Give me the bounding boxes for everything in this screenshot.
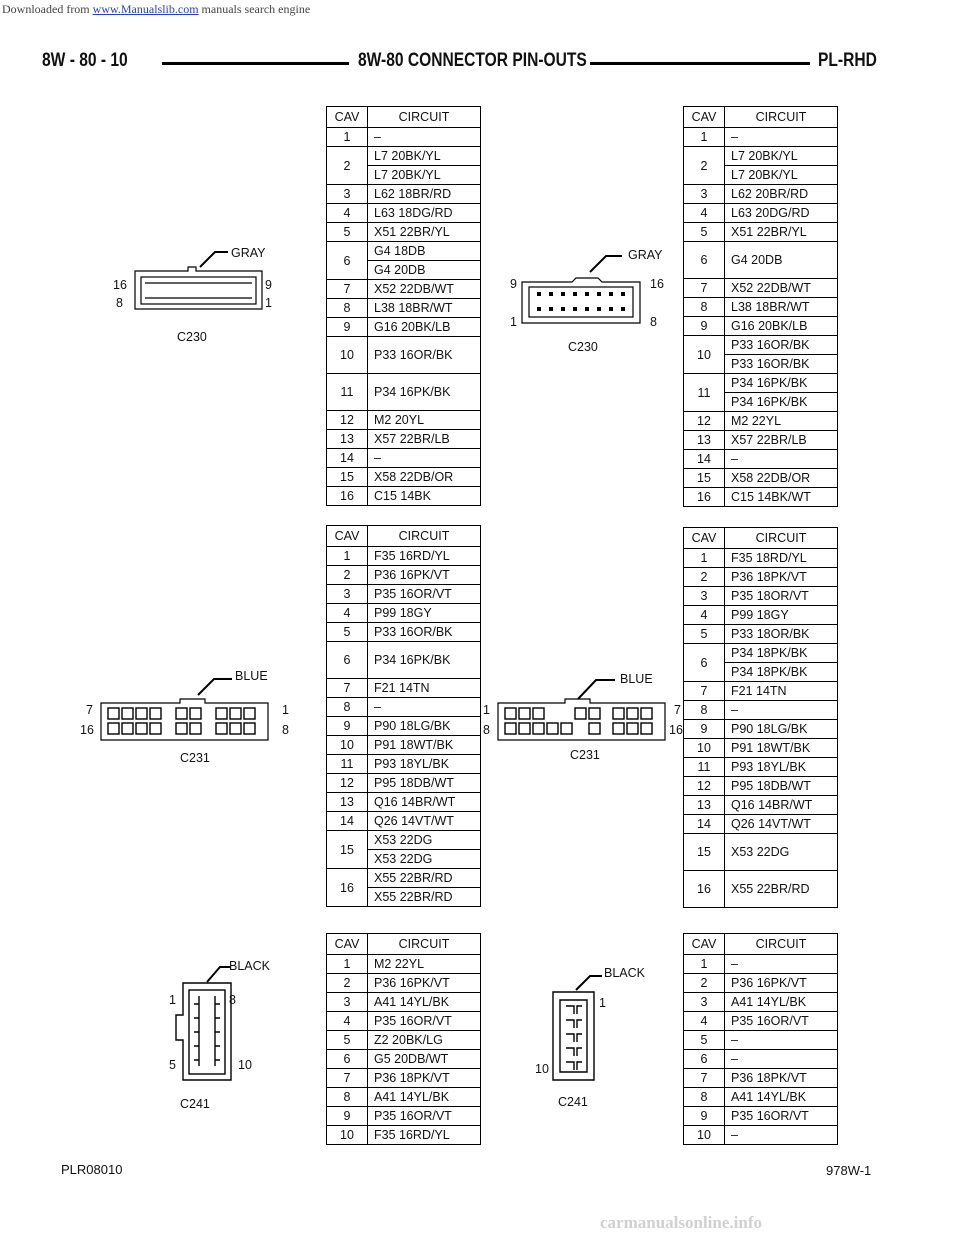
cav-number: 14 bbox=[327, 812, 368, 831]
circuit-code: X55 22BR/RD bbox=[368, 869, 481, 888]
circuit-code: X55 22BR/RD bbox=[368, 888, 481, 907]
circuit-code: P34 16PK/BK bbox=[725, 374, 838, 393]
circuit-header: CIRCUIT bbox=[725, 107, 838, 128]
circuit-code: – bbox=[725, 1050, 838, 1069]
cav-number: 13 bbox=[684, 796, 725, 815]
watermark: carmanualsonline.info bbox=[600, 1213, 762, 1232]
cav-number: 13 bbox=[327, 430, 368, 449]
circuit-code: X57 22BR/LB bbox=[368, 430, 481, 449]
cav-number: 5 bbox=[327, 1031, 368, 1050]
cav-number: 3 bbox=[327, 993, 368, 1012]
circuit-code: – bbox=[725, 955, 838, 974]
cav-number: 9 bbox=[327, 1107, 368, 1126]
circuit-code: L38 18BR/WT bbox=[725, 298, 838, 317]
circuit-code: P93 18YL/BK bbox=[725, 758, 838, 777]
cav-number: 6 bbox=[327, 242, 368, 280]
cav-header: CAV bbox=[327, 934, 368, 955]
circuit-code: P36 16PK/VT bbox=[368, 974, 481, 993]
cav-number: 9 bbox=[684, 317, 725, 336]
circuit-code: P91 18WT/BK bbox=[725, 739, 838, 758]
cav-number: 16 bbox=[327, 869, 368, 907]
cav-number: 14 bbox=[684, 815, 725, 834]
circuit-code: P99 18GY bbox=[368, 604, 481, 623]
cav-number: 1 bbox=[327, 955, 368, 974]
c230-right-pin-top-left: 9 bbox=[510, 277, 517, 291]
c230-left-pin-bottom-right: 1 bbox=[265, 296, 272, 310]
circuit-code: P34 18PK/BK bbox=[725, 644, 838, 663]
c231-left-pin-bottom-right: 8 bbox=[282, 723, 289, 737]
connector-c230-right-drawing bbox=[522, 256, 640, 323]
circuit-code: P93 18YL/BK bbox=[368, 755, 481, 774]
circuit-code: P36 16PK/VT bbox=[368, 566, 481, 585]
circuit-code: L7 20BK/YL bbox=[368, 166, 481, 185]
circuit-code: L38 18BR/WT bbox=[368, 299, 481, 318]
circuit-code: P33 16OR/BK bbox=[725, 355, 838, 374]
circuit-code: F21 14TN bbox=[368, 679, 481, 698]
cav-number: 3 bbox=[684, 185, 725, 204]
c230-left-pin-top-left: 16 bbox=[113, 278, 127, 292]
c241-left-pin-top-left: 1 bbox=[169, 993, 176, 1007]
header-title: 8W-80 CONNECTOR PIN-OUTS bbox=[358, 50, 587, 71]
cav-number: 2 bbox=[684, 568, 725, 587]
circuit-code: P35 16OR/VT bbox=[725, 1012, 838, 1031]
circuit-code: P34 16PK/BK bbox=[368, 374, 481, 411]
circuit-code: P33 16OR/BK bbox=[725, 336, 838, 355]
c231-left-color-label: BLUE bbox=[235, 669, 268, 683]
circuit-code: P36 18PK/VT bbox=[725, 1069, 838, 1088]
cav-number: 2 bbox=[684, 147, 725, 185]
c230-right-pin-bottom-right: 8 bbox=[650, 315, 657, 329]
circuit-code: C15 14BK/WT bbox=[725, 488, 838, 507]
cav-number: 10 bbox=[327, 1126, 368, 1145]
c230-left-pin-bottom-left: 8 bbox=[116, 296, 123, 310]
cav-number: 12 bbox=[684, 777, 725, 796]
c231-left-pin-top-right: 1 bbox=[282, 703, 289, 717]
circuit-code: L63 20DG/RD bbox=[725, 204, 838, 223]
circuit-code: X58 22DB/OR bbox=[368, 468, 481, 487]
cav-header: CAV bbox=[684, 107, 725, 128]
circuit-code: P34 18PK/BK bbox=[725, 663, 838, 682]
cav-number: 15 bbox=[327, 468, 368, 487]
header-page-number: 8W - 80 - 10 bbox=[42, 50, 128, 71]
cav-number: 15 bbox=[327, 831, 368, 869]
c231-right-color-label: BLUE bbox=[620, 672, 653, 686]
circuit-code: A41 14YL/BK bbox=[368, 993, 481, 1012]
circuit-code: L7 20BK/YL bbox=[725, 166, 838, 185]
cav-number: 13 bbox=[684, 431, 725, 450]
circuit-code: X53 22DG bbox=[368, 850, 481, 869]
circuit-code: P90 18LG/BK bbox=[368, 717, 481, 736]
manualslib-link[interactable]: www.Manualslib.com bbox=[92, 2, 199, 16]
header-section: PL-RHD bbox=[818, 50, 877, 71]
circuit-code: F35 16RD/YL bbox=[368, 547, 481, 566]
circuit-code: Q16 14BR/WT bbox=[368, 793, 481, 812]
cav-number: 8 bbox=[684, 298, 725, 317]
circuit-code: C15 14BK bbox=[368, 487, 481, 506]
cav-header: CAV bbox=[327, 526, 368, 547]
circuit-code: – bbox=[368, 449, 481, 468]
circuit-code: X51 22BR/YL bbox=[725, 223, 838, 242]
circuit-code: P33 18OR/BK bbox=[725, 625, 838, 644]
circuit-code: – bbox=[725, 450, 838, 469]
cav-number: 6 bbox=[684, 242, 725, 279]
circuit-header: CIRCUIT bbox=[368, 934, 481, 955]
circuit-code: L62 20BR/RD bbox=[725, 185, 838, 204]
circuit-code: P95 18DB/WT bbox=[368, 774, 481, 793]
circuit-header: CIRCUIT bbox=[368, 526, 481, 547]
c231-left-connector-name: C231 bbox=[180, 751, 210, 765]
download-suffix: manuals search engine bbox=[201, 2, 311, 16]
circuit-code: G4 18DB bbox=[368, 242, 481, 261]
circuit-code: P36 16PK/VT bbox=[725, 974, 838, 993]
cav-number: 12 bbox=[327, 411, 368, 430]
circuit-code: P33 16OR/BK bbox=[368, 337, 481, 374]
c241-left-pin-top-right: 8 bbox=[229, 993, 236, 1007]
circuit-code: G5 20DB/WT bbox=[368, 1050, 481, 1069]
c241-right-pin-bottom-left: 10 bbox=[535, 1062, 549, 1076]
c231-right-pin-bottom-right: 16 bbox=[669, 723, 683, 737]
circuit-code: L7 20BK/YL bbox=[725, 147, 838, 166]
cav-number: 6 bbox=[327, 642, 368, 679]
cav-number: 1 bbox=[684, 128, 725, 147]
connector-c231-right-drawing bbox=[498, 680, 665, 740]
cav-number: 8 bbox=[684, 701, 725, 720]
circuit-code: P36 18PK/VT bbox=[725, 568, 838, 587]
cav-number: 3 bbox=[327, 585, 368, 604]
circuit-code: G16 20BK/LB bbox=[368, 318, 481, 337]
cav-number: 14 bbox=[684, 450, 725, 469]
circuit-code: F35 18RD/YL bbox=[725, 549, 838, 568]
circuit-code: P33 16OR/BK bbox=[368, 623, 481, 642]
cav-number: 9 bbox=[327, 318, 368, 337]
cav-number: 7 bbox=[684, 682, 725, 701]
cav-number: 10 bbox=[327, 736, 368, 755]
circuit-header: CIRCUIT bbox=[725, 528, 838, 549]
c230-right-connector-name: C230 bbox=[568, 340, 598, 354]
cav-number: 4 bbox=[327, 204, 368, 223]
circuit-code: P35 16OR/VT bbox=[725, 1107, 838, 1126]
cav-header: CAV bbox=[684, 528, 725, 549]
cav-number: 1 bbox=[684, 955, 725, 974]
cav-number: 6 bbox=[684, 644, 725, 682]
circuit-code: P35 18OR/VT bbox=[725, 587, 838, 606]
cav-number: 5 bbox=[684, 223, 725, 242]
cav-number: 4 bbox=[684, 204, 725, 223]
connector-c231-left-drawing bbox=[101, 679, 268, 740]
cav-number: 8 bbox=[684, 1088, 725, 1107]
cav-number: 1 bbox=[684, 549, 725, 568]
cav-number: 10 bbox=[327, 337, 368, 374]
circuit-code: X55 22BR/RD bbox=[725, 871, 838, 908]
cav-number: 11 bbox=[327, 755, 368, 774]
download-prefix: Downloaded from bbox=[2, 2, 90, 16]
c231-left-pin-top-left: 7 bbox=[86, 703, 93, 717]
cav-number: 12 bbox=[684, 412, 725, 431]
circuit-code: X53 22DG bbox=[725, 834, 838, 871]
circuit-code: M2 20YL bbox=[368, 411, 481, 430]
c241-right-connector-name: C241 bbox=[558, 1095, 588, 1109]
cav-number: 4 bbox=[327, 604, 368, 623]
page-ref: 978W-1 bbox=[826, 1163, 872, 1178]
cav-number: 10 bbox=[684, 336, 725, 374]
circuit-code: X52 22DB/WT bbox=[725, 279, 838, 298]
circuit-code: – bbox=[725, 701, 838, 720]
cav-header: CAV bbox=[327, 107, 368, 128]
circuit-code: P35 16OR/VT bbox=[368, 585, 481, 604]
figure-id: PLR08010 bbox=[61, 1162, 123, 1177]
circuit-code: A41 14YL/BK bbox=[725, 1088, 838, 1107]
circuit-code: F35 16RD/YL bbox=[368, 1126, 481, 1145]
cav-number: 2 bbox=[327, 974, 368, 993]
circuit-code: P34 16PK/BK bbox=[725, 393, 838, 412]
cav-number: 2 bbox=[327, 147, 368, 185]
circuit-code: M2 22YL bbox=[725, 412, 838, 431]
circuit-code: L7 20BK/YL bbox=[368, 147, 481, 166]
circuit-code: A41 14YL/BK bbox=[725, 993, 838, 1012]
circuit-header: CIRCUIT bbox=[725, 934, 838, 955]
circuit-code: Q26 14VT/WT bbox=[725, 815, 838, 834]
c241-left-color-label: BLACK bbox=[229, 959, 270, 973]
circuit-code: Q16 14BR/WT bbox=[725, 796, 838, 815]
cav-number: 10 bbox=[684, 1126, 725, 1145]
cav-number: 12 bbox=[327, 774, 368, 793]
c241-right-pin-top-right: 1 bbox=[599, 996, 606, 1010]
cav-number: 9 bbox=[684, 1107, 725, 1126]
circuit-code: X58 22DB/OR bbox=[725, 469, 838, 488]
circuit-code: Q26 14VT/WT bbox=[368, 812, 481, 831]
circuit-code: P35 16OR/VT bbox=[368, 1107, 481, 1126]
circuit-code: G16 20BK/LB bbox=[725, 317, 838, 336]
cav-number: 16 bbox=[684, 488, 725, 507]
circuit-code: – bbox=[725, 1126, 838, 1145]
circuit-code: P36 18PK/VT bbox=[368, 1069, 481, 1088]
cav-number: 7 bbox=[327, 679, 368, 698]
cav-number: 16 bbox=[684, 871, 725, 908]
c230-left-pin-top-right: 9 bbox=[265, 278, 272, 292]
cav-number: 7 bbox=[327, 280, 368, 299]
cav-number: 4 bbox=[684, 606, 725, 625]
cav-number: 13 bbox=[327, 793, 368, 812]
cav-number: 1 bbox=[327, 128, 368, 147]
circuit-code: – bbox=[368, 128, 481, 147]
circuit-code: – bbox=[725, 1031, 838, 1050]
connector-c230-left-drawing bbox=[135, 252, 262, 309]
circuit-code: – bbox=[368, 698, 481, 717]
c241-right-color-label: BLACK bbox=[604, 966, 645, 980]
cav-header: CAV bbox=[684, 934, 725, 955]
c241-left-pin-bottom-left: 5 bbox=[169, 1058, 176, 1072]
c231-right-pin-top-right: 7 bbox=[674, 703, 681, 717]
circuit-code: P95 18DB/WT bbox=[725, 777, 838, 796]
c230-right-pin-bottom-left: 1 bbox=[510, 315, 517, 329]
cav-number: 8 bbox=[327, 1088, 368, 1107]
cav-number: 14 bbox=[327, 449, 368, 468]
circuit-code: P90 18LG/BK bbox=[725, 720, 838, 739]
c231-right-connector-name: C231 bbox=[570, 748, 600, 762]
cav-number: 5 bbox=[327, 623, 368, 642]
cav-number: 16 bbox=[327, 487, 368, 506]
circuit-code: P91 18WT/BK bbox=[368, 736, 481, 755]
cav-number: 1 bbox=[327, 547, 368, 566]
c230-left-color-label: GRAY bbox=[231, 246, 266, 260]
c241-left-pin-bottom-right: 10 bbox=[238, 1058, 252, 1072]
circuit-code: L62 18BR/RD bbox=[368, 185, 481, 204]
cav-number: 7 bbox=[684, 279, 725, 298]
circuit-code: X52 22DB/WT bbox=[368, 280, 481, 299]
cav-number: 7 bbox=[327, 1069, 368, 1088]
circuit-code: F21 14TN bbox=[725, 682, 838, 701]
cav-number: 5 bbox=[327, 223, 368, 242]
circuit-code: X51 22BR/YL bbox=[368, 223, 481, 242]
circuit-code: L63 18DG/RD bbox=[368, 204, 481, 223]
cav-number: 11 bbox=[684, 374, 725, 412]
cav-number: 7 bbox=[684, 1069, 725, 1088]
cav-number: 10 bbox=[684, 739, 725, 758]
c241-left-connector-name: C241 bbox=[180, 1097, 210, 1111]
cav-number: 5 bbox=[684, 1031, 725, 1050]
circuit-code: P99 18GY bbox=[725, 606, 838, 625]
circuit-code: X53 22DG bbox=[368, 831, 481, 850]
c231-right-pin-top-left: 1 bbox=[483, 703, 490, 717]
cav-number: 6 bbox=[684, 1050, 725, 1069]
circuit-code: G4 20DB bbox=[368, 261, 481, 280]
cav-number: 11 bbox=[684, 758, 725, 777]
circuit-code: P34 16PK/BK bbox=[368, 642, 481, 679]
c230-right-color-label: GRAY bbox=[628, 248, 663, 262]
circuit-code: M2 22YL bbox=[368, 955, 481, 974]
cav-number: 2 bbox=[327, 566, 368, 585]
circuit-code: A41 14YL/BK bbox=[368, 1088, 481, 1107]
c231-left-pin-bottom-left: 16 bbox=[80, 723, 94, 737]
connector-c241-left-drawing bbox=[176, 967, 231, 1080]
cav-number: 3 bbox=[327, 185, 368, 204]
c230-left-connector-name: C230 bbox=[177, 330, 207, 344]
c230-right-pin-top-right: 16 bbox=[650, 277, 664, 291]
cav-number: 3 bbox=[684, 587, 725, 606]
cav-number: 6 bbox=[327, 1050, 368, 1069]
circuit-code: G4 20DB bbox=[725, 242, 838, 279]
circuit-header: CIRCUIT bbox=[368, 107, 481, 128]
cav-number: 11 bbox=[327, 374, 368, 411]
circuit-code: – bbox=[725, 128, 838, 147]
cav-number: 9 bbox=[327, 717, 368, 736]
cav-number: 15 bbox=[684, 469, 725, 488]
circuit-code: P35 16OR/VT bbox=[368, 1012, 481, 1031]
cav-number: 8 bbox=[327, 299, 368, 318]
circuit-code: Z2 20BK/LG bbox=[368, 1031, 481, 1050]
cav-number: 9 bbox=[684, 720, 725, 739]
c231-right-pin-bottom-left: 8 bbox=[483, 723, 490, 737]
circuit-code: X57 22BR/LB bbox=[725, 431, 838, 450]
connector-c241-right-drawing bbox=[553, 976, 602, 1080]
cav-number: 5 bbox=[684, 625, 725, 644]
cav-number: 8 bbox=[327, 698, 368, 717]
cav-number: 15 bbox=[684, 834, 725, 871]
cav-number: 3 bbox=[684, 993, 725, 1012]
cav-number: 4 bbox=[327, 1012, 368, 1031]
cav-number: 4 bbox=[684, 1012, 725, 1031]
cav-number: 2 bbox=[684, 974, 725, 993]
